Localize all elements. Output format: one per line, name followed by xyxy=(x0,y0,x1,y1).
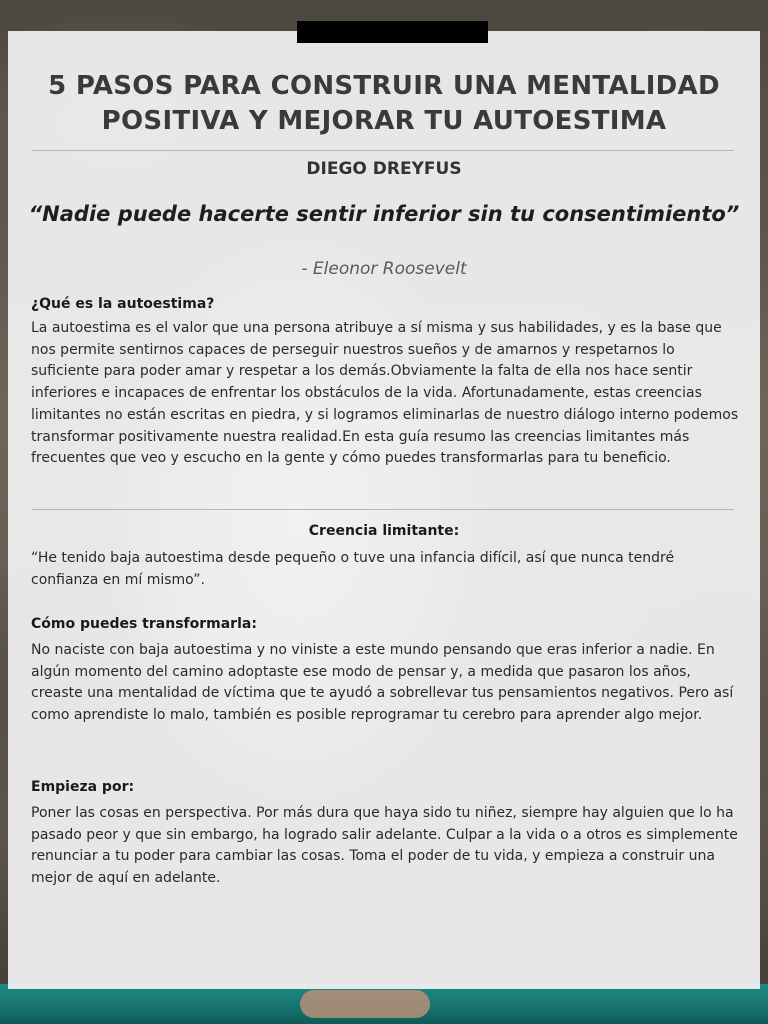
quote-text: “Nadie puede hacerte sentir inferior sin tu consentimiento” xyxy=(28,202,740,226)
section-divider xyxy=(32,509,734,510)
section-text-transformarla: No naciste con baja autoestima y no viniste a este mundo pensando que eras inferior a nadie. En algún momento del camino adoptaste ese modo de pensar y, a medida que pasaron los años, creaste una mentalidad de víctima que te ayudó a sobrellevar tus pensamientos negativos. Pero así como aprendiste lo malo, también es posible reprogramar tu cerebro para aprender algo mejor. xyxy=(31,642,734,724)
section-text-empieza: Poner las cosas en perspectiva. Por más dura que haya sido tu niñez, siempre hay alguien que lo ha pasado peor y que sin embargo, ha logrado salir adelante. Culpar a la vida o a otros es simplemente renunciar a tu poder para cambiar las cosas. Toma el poder de tu vida, y empieza a construir una mejor de aquí en adelante. xyxy=(31,805,738,887)
section-heading-creencia: Creencia limitante: xyxy=(308,523,460,539)
section-text-autoestima: La autoestima es el valor que una persona atribuye a sí misma y sus habilidades, y es la base que nos permite sentirnos capaces de perseguir nuestros sueños y de amarnos y respetarnos lo suficiente para poder amar y respetar a los demás.Obviamente la falta de ella nos hace sentir inferiores e incapaces de enfrentar los obstáculos de la vida. Afortunadamente, estas creencias limitantes no están escritas en piedra, y si logramos eliminarlas de nuestro diálogo interno podemos transformar positivamente nuestra realidad.En esta guía resumo las creencias limitantes más frecuentes que veo y escucho en la gente y cómo puedes transformarlas para tu beneficio. xyxy=(31,320,739,467)
section-heading-autoestima: ¿Qué es la autoestima? xyxy=(31,296,215,312)
background-hands xyxy=(300,990,430,1018)
document-title: 5 PASOS PARA CONSTRUIR UNA MENTALIDAD POSITIVA Y MEJORAR TU AUTOESTIMA xyxy=(48,71,720,136)
quote-attribution: - Eleonor Roosevelt xyxy=(301,259,467,279)
document-card xyxy=(8,31,760,989)
section-text-creencia: “He tenido baja autoestima desde pequeño o tuve una infancia difícil, así que nunca tendré confianza en mí mismo”. xyxy=(31,550,675,588)
document-author: DIEGO DREYFUS xyxy=(306,159,462,179)
title-divider xyxy=(32,150,734,151)
section-heading-empieza: Empieza por: xyxy=(31,779,135,795)
section-heading-transformarla: Cómo puedes transformarla: xyxy=(31,616,257,632)
top-black-tab xyxy=(297,21,488,43)
